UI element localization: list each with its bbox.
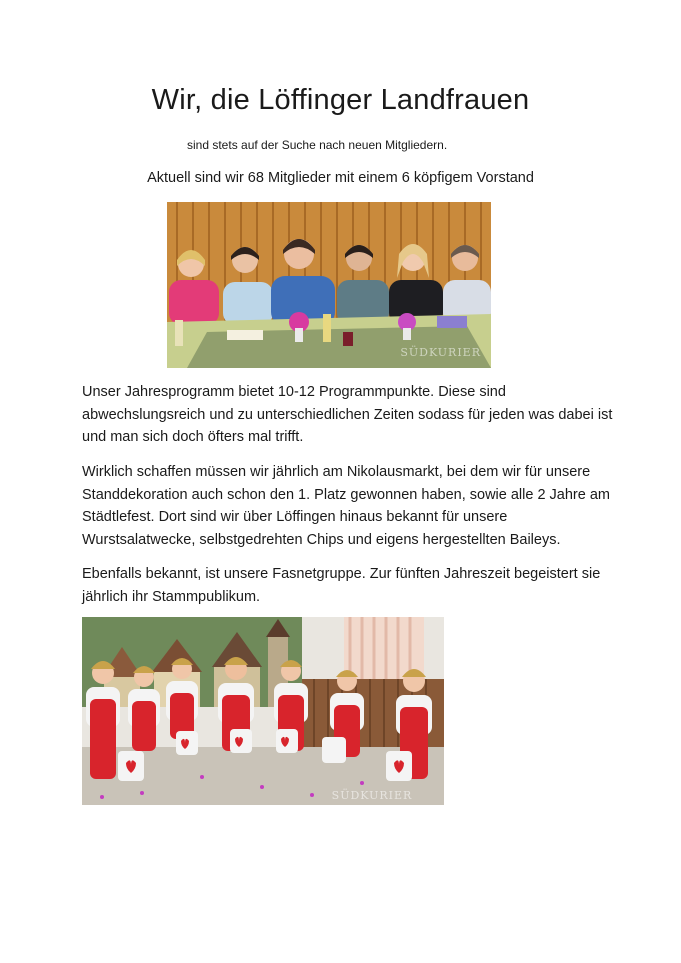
carnival-group-photo [82,617,444,805]
carnival-photo-image [82,617,444,805]
board-photo [167,202,491,368]
paragraph-program: Unser Jahresprogramm bietet 10-12 Programmpunkte. Diese sind abwechslungsreich und zu unterschiedlichen Zeiten sodass für jeden was dabei ist und man sich doch öfters mal trifft. [82,384,613,445]
paragraph-markets: Wirklich schaffen müssen wir jährlich am Nikolausmarkt, bei dem wir für unsere Standdekoration auch schon den 1. Platz gewonnen haben, sowie alle 2 Jahre am Städtlefest. Dort sind wir über Löffingen hinaus bekannt für unsere Wurstsalatwecke, selbstgedrehten Chips und eigens hergestellten Baileys. [82,464,610,548]
paragraph-carnival: Ebenfalls bekannt, ist unsere Fasnetgruppe. Zur fünften Jahreszeit begeistert sie jährlich ihr Stammpublikum. [82,566,601,605]
page-title: Wir, die Löffinger Landfrauen [151,84,530,116]
board-photo-image [167,202,491,368]
carnival-watermark: SÜDKURIER [331,789,413,802]
subtitle: sind stets auf der Suche nach neuen Mitgliedern. [187,138,448,152]
members-info: Aktuell sind wir 68 Mitglieder mit einem 6 köpfigem Vorstand [147,170,534,186]
board-watermark: SÜDKURIER [400,346,481,359]
